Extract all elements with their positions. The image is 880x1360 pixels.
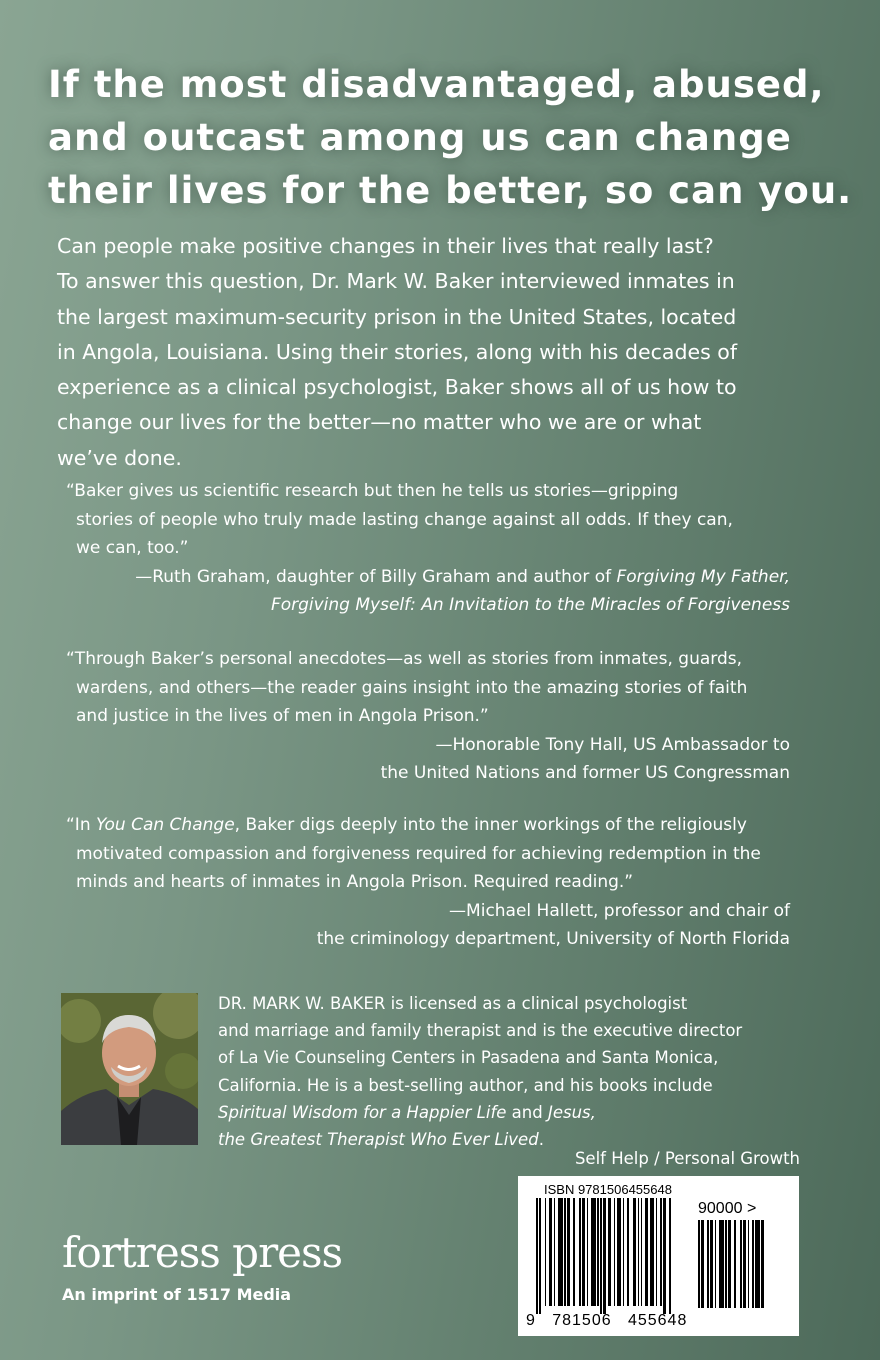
- barcode-bar: [645, 1198, 648, 1306]
- barcode-bar: [633, 1198, 636, 1306]
- endorsement-tony-hall: [66, 645, 826, 788]
- barcode-bar: [755, 1220, 760, 1308]
- attribution-text: —Ruth Graham, daughter of Billy Graham and author of: [135, 566, 617, 587]
- barcode-bar: [536, 1198, 538, 1314]
- barcode-bar: [591, 1198, 596, 1306]
- endorsement-text: , Baker digs deeply into the inner workings of the religiously: [234, 815, 747, 835]
- description-line: the largest maximum-security prison in the United States, located: [57, 304, 737, 329]
- barcode-bar: [617, 1198, 622, 1306]
- barcode-bar: [597, 1198, 599, 1306]
- bio-text: .: [538, 1130, 544, 1150]
- barcode-bar: [707, 1220, 709, 1308]
- publisher-logo: fortress press: [62, 1228, 343, 1277]
- barcode-bar: [748, 1220, 750, 1308]
- headline: [48, 58, 853, 217]
- bio-line: [218, 1099, 818, 1126]
- barcode-bar: [614, 1198, 616, 1306]
- barcode-bar: [656, 1198, 658, 1306]
- bio-line: DR. MARK W. BAKER is licensed as a clinical psychologist: [218, 994, 688, 1013]
- category-label: Self Help / Personal Growth: [574, 1149, 800, 1168]
- barcode-bar: [650, 1198, 655, 1306]
- endorsement-line: motivated compassion and forgiveness required for achieving redemption in the: [76, 843, 761, 864]
- bio-line: of La Vie Counseling Centers in Pasadena and Santa Monica,: [218, 1048, 719, 1068]
- barcode-bar: [579, 1198, 581, 1306]
- barcode-bar: [698, 1220, 700, 1308]
- endorsement-line: “Baker gives us scientific research but then he tells us stories—gripping: [66, 481, 679, 501]
- barcode-bar: [587, 1198, 589, 1306]
- description-line: experience as a clinical psychologist, Baker shows all of us how to: [57, 375, 737, 400]
- endorsement-line: “Through Baker’s personal anecdotes—as well as stories from inmates, guards,: [66, 649, 743, 669]
- barcode-bar: [545, 1198, 547, 1306]
- barcode-bar: [669, 1198, 671, 1314]
- barcode-bar: [549, 1198, 552, 1306]
- endorsement-attribution: [66, 563, 790, 592]
- headline-line: their lives for the better, so can you.: [48, 169, 853, 212]
- barcode-bar: [564, 1198, 566, 1306]
- endorsement-line: [66, 811, 826, 840]
- description-line: in Angola, Louisiana. Using their stories, along with his decades of: [57, 339, 738, 364]
- endorsement-text: “In: [66, 815, 96, 835]
- headline-line: and outcast among us can change: [48, 116, 792, 159]
- barcode-bar: [752, 1220, 754, 1308]
- barcode-bar: [719, 1220, 724, 1308]
- barcode-bar: [600, 1198, 602, 1314]
- endorsement-michael-hallett: [66, 811, 826, 954]
- imprint-label: An imprint of 1517 Media: [62, 1285, 292, 1304]
- barcode-bar: [701, 1220, 704, 1308]
- description-line: To answer this question, Dr. Mark W. Baker interviewed inmates in: [57, 269, 735, 294]
- bio-book-title: Spiritual Wisdom for a Happier Life: [218, 1102, 507, 1122]
- endorsement-attribution: —Honorable Tony Hall, US Ambassador to: [435, 734, 790, 755]
- endorsement-attribution: [66, 591, 790, 620]
- barcode-bar: [603, 1198, 606, 1314]
- author-bio: [218, 990, 818, 1153]
- description-line: Can people make positive changes in their lives that really last?: [57, 234, 714, 258]
- barcode-bar: [539, 1198, 541, 1314]
- barcode-bar: [740, 1220, 742, 1308]
- endorsement-book-title: You Can Change: [96, 815, 235, 835]
- barcode-bar: [715, 1220, 717, 1308]
- attribution-book-title: Forgiving My Father,: [616, 566, 790, 587]
- price-code: 90000 >: [698, 1200, 757, 1217]
- endorsement-attribution: —Michael Hallett, professor and chair of: [449, 900, 790, 921]
- ean-digits: 9 781506 455648: [526, 1312, 688, 1329]
- attribution-book-title: Forgiving Myself: An Invitation to the Miracles of Forgiveness: [270, 595, 790, 615]
- barcode-bar: [638, 1198, 640, 1306]
- bio-book-title: the Greatest Therapist Who Ever Lived: [218, 1130, 539, 1150]
- author-photo: [61, 993, 198, 1145]
- endorsement-line: wardens, and others—the reader gains insight into the amazing stories of faith: [76, 677, 748, 698]
- barcode-bar: [558, 1198, 563, 1306]
- barcode-bar: [627, 1198, 629, 1306]
- endorsement-attribution: the United Nations and former US Congressman: [380, 763, 790, 783]
- bio-book-title: Jesus,: [547, 1102, 596, 1122]
- bio-text: and: [506, 1102, 548, 1122]
- barcode-bar: [710, 1220, 713, 1308]
- barcode-bar: [761, 1220, 764, 1308]
- barcode-bar: [734, 1220, 736, 1308]
- barcode-bar: [663, 1198, 666, 1314]
- barcode-bar: [554, 1198, 556, 1306]
- endorsement-line: minds and hearts of inmates in Angola Prison. Required reading.”: [76, 872, 634, 892]
- barcode-bar: [641, 1198, 643, 1306]
- isbn-label: ISBN 9781506455648: [544, 1182, 672, 1197]
- description-line: we’ve done.: [57, 445, 182, 470]
- endorsement-line: stories of people who truly made lasting change against all odds. If they can,: [76, 509, 733, 530]
- barcode-bar: [728, 1220, 731, 1308]
- endorsement-line: we can, too.”: [76, 538, 189, 558]
- barcode-bar: [743, 1220, 746, 1308]
- barcode: [518, 1176, 799, 1336]
- endorsement-ruth-graham: [66, 477, 826, 620]
- headline-line: If the most disadvantaged, abused,: [48, 63, 825, 106]
- barcode-bar: [660, 1198, 662, 1306]
- bio-line: California. He is a best-selling author, and his books include: [218, 1075, 713, 1095]
- barcode-bar: [725, 1220, 727, 1308]
- author-portrait-icon: [61, 993, 198, 1145]
- barcode-bar: [608, 1198, 611, 1306]
- barcode-bar: [573, 1198, 575, 1306]
- barcode-bar: [623, 1198, 625, 1306]
- description-line: change our lives for the better—no matter who we are or what: [57, 410, 702, 435]
- endorsement-line: and justice in the lives of men in Angola Prison.”: [76, 706, 489, 726]
- barcode-bar: [567, 1198, 570, 1306]
- endorsement-attribution: the criminology department, University of North Florida: [316, 929, 790, 949]
- bio-line: and marriage and family therapist and is the executive director: [218, 1021, 743, 1041]
- book-description: [57, 229, 847, 476]
- barcode-bar: [582, 1198, 585, 1306]
